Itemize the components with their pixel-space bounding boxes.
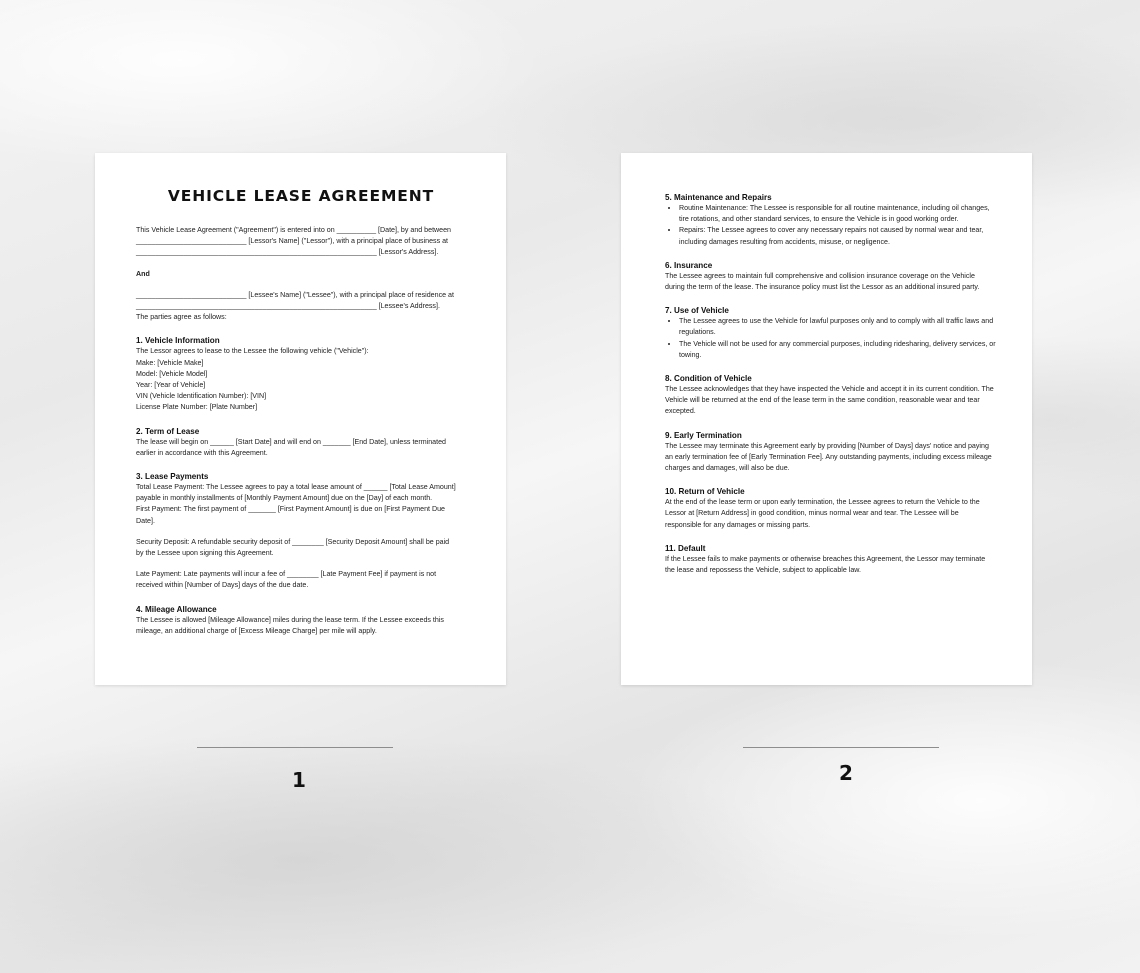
section-text: If the Lessee fails to make payments or otherwise breaches this Agreement, the Lessor may terminate the lease and repossess the Vehicle, subject to applicable law.	[665, 554, 988, 575]
section-line: received within [Number of Days] days of the due date.	[136, 581, 309, 590]
section-heading: 6. Insurance	[665, 260, 713, 270]
list-item: • Routine Maintenance: The Lessee is responsible for all routine maintenance, including oil changes, tire rotations, and other standard services, to ensure the Vehicle is in good working order.	[679, 203, 996, 225]
section-line: License Plate Number: [Plate Number]	[136, 403, 258, 412]
section-heading: 1. Vehicle Information	[136, 336, 220, 346]
section-line: The Lessee is allowed [Mileage Allowance] miles during the lease term. If the Lessee exceeds this	[136, 615, 444, 624]
section-heading: 5. Maintenance and Repairs	[665, 193, 772, 202]
section-line: The Lessor agrees to lease to the Lessee the following vehicle ("Vehicle"):	[136, 347, 369, 356]
parties-agree: The parties agree as follows:	[136, 313, 227, 322]
page-2-underline	[743, 747, 939, 748]
section-text: At the end of the lease term or upon early termination, the Lessee agrees to return the Vehicle to the Lessor at [Return Address] in good condition, minus normal wear and tear. The Lessee will be responsible for any damages or missing parts.	[665, 498, 982, 529]
section-text: The Lessee may terminate this Agreement early by providing [Number of Days] days' notice and paying an early termination fee of [Early Termination Fee]. Any outstanding payments, including excess mileage charges and damages, will also be due.	[665, 441, 994, 473]
document-page-2	[621, 153, 1032, 685]
intro-line: This Vehicle Lease Agreement ("Agreement") is entered into on __________ [Date], by and between	[136, 226, 451, 234]
intro-line: _____________________________________________________________ [Lessor's Address].	[136, 248, 439, 257]
section-heading: 7. Use of Vehicle	[665, 306, 729, 316]
list-item: • The Vehicle will not be used for any commercial purposes, including ridesharing, delivery services, or towing.	[679, 339, 996, 361]
and-label: And	[136, 269, 150, 278]
section-line: Security Deposit: A refundable security deposit of ________ [Security Deposit Amount] shall be paid	[136, 537, 450, 546]
section-text: The Lessee agrees to maintain full comprehensive and collision insurance coverage on the Vehicle during the term of the lease. The insurance policy must list the Lessor as an additional insured party.	[665, 271, 980, 292]
section-line: payable in monthly installments of [Monthly Payment Amount] due on the [Day] of each month.	[136, 494, 433, 503]
section-heading: 10. Return of Vehicle	[665, 487, 745, 497]
section-line: mileage, an additional charge of [Excess Mileage Charge] per mile will apply.	[136, 626, 377, 635]
list-item: • Repairs: The Lessee agrees to cover any necessary repairs not caused by normal wear and tear, including damages resulting from accidents, misuse, or negligence.	[679, 225, 996, 247]
page-1-number: 1	[292, 768, 306, 792]
bullet-list	[665, 203, 996, 248]
document-page-1	[95, 153, 506, 685]
section-heading: 9. Early Termination	[665, 430, 742, 440]
section-heading: 4. Mileage Allowance	[136, 604, 217, 614]
section-heading: 3. Lease Payments	[136, 472, 209, 482]
intro-line: ____________________________ [Lessor's Name] ("Lessor"), with a principal place of business at	[136, 237, 449, 246]
section-line: VIN (Vehicle Identification Number): [VIN]	[136, 392, 267, 401]
lessee-line: ____________________________ [Lessee's Name] ("Lessee"), with a principal place of residence at	[136, 290, 454, 299]
section-heading: 11. Default	[665, 543, 706, 553]
list-item: • The Lessee agrees to use the Vehicle for lawful purposes only and to comply with all traffic laws and regulations.	[679, 316, 996, 338]
section-line: The lease will begin on ______ [Start Date] and will end on _______ [End Date], unless terminated	[136, 437, 446, 446]
section-line: Make: [Vehicle Make]	[136, 358, 204, 367]
section-line: earlier in accordance with this Agreement.	[136, 448, 268, 457]
section-line: First Payment: The first payment of _______ [First Payment Amount] is due on [First Payment Due	[136, 505, 445, 514]
section-line: by the Lessee upon signing this Agreement.	[136, 549, 274, 558]
section-line: Date].	[136, 516, 155, 525]
section-line: Year: [Year of Vehicle]	[136, 381, 206, 390]
section-heading: 8. Condition of Vehicle	[665, 374, 752, 384]
section-line: Late Payment: Late payments will incur a fee of ________ [Late Payment Fee] if payment is not	[136, 570, 437, 579]
page-2-number: 2	[839, 761, 853, 785]
bullet-list	[665, 316, 996, 361]
page-1-underline	[197, 747, 393, 748]
section-line: Model: [Vehicle Model]	[136, 369, 208, 378]
section-line: Total Lease Payment: The Lessee agrees to pay a total lease amount of ______ [Total Lease Amount]	[136, 483, 456, 492]
document-title: VEHICLE LEASE AGREEMENT	[167, 187, 435, 205]
lessee-line: _____________________________________________________________ [Lessee's Address].	[136, 302, 440, 311]
section-heading: 2. Term of Lease	[136, 426, 200, 436]
section-text: The Lessee acknowledges that they have inspected the Vehicle and accept it in its current condition. The Vehicle will be returned at the end of the lease term in the same condition, reasonable wear and tear excepted.	[665, 385, 996, 416]
